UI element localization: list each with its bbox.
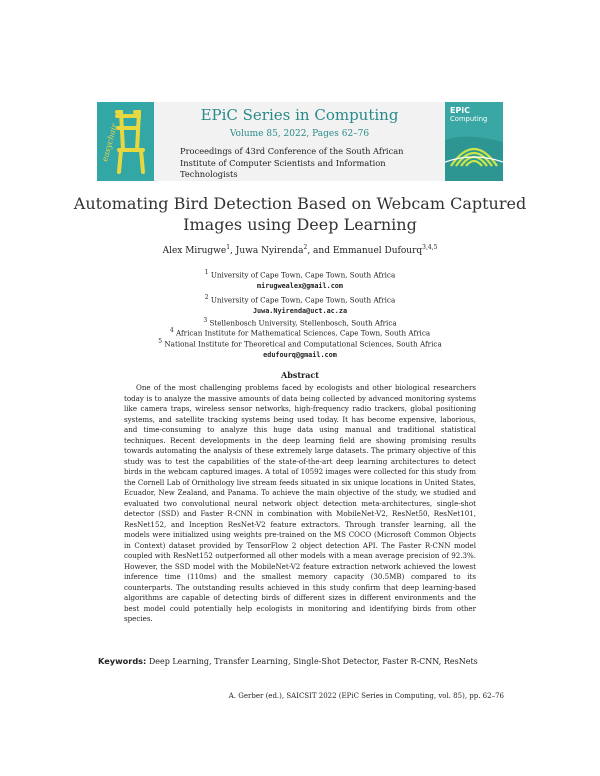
affiliation-sup: 4 [169,327,174,334]
footer-citation: A. Gerber (ed.), SAICSIT 2022 (EPiC Series in Computing, vol. 85), pp. 62–76 [228,692,504,700]
abstract-heading: Abstract [281,370,319,380]
proceedings-text: Proceedings of 43rd Conference of the South African Institute of Computer Scientists and Information Technologists [180,146,404,179]
affiliation-text: National Institute for Theoretical and Computational Sciences, South Africa [164,339,442,349]
author-name: Juwa Nyirenda [235,246,304,256]
author-sup: 1 [226,244,231,251]
easychair-logo [97,102,154,181]
author-sup: 3,4,5 [422,244,438,251]
svg-text:easychair: easychair [100,122,120,163]
author-name: Emmanuel Dufourq [332,246,423,256]
volume-line: Volume 85, 2022, Pages 62–76 [229,129,370,139]
affiliation-text: University of Cape Town, Cape Town, South Africa [210,270,396,280]
author-list [60,244,540,256]
author-email: edufourq@gmail.com [263,351,337,359]
author-name: Alex Mirugwe [162,246,227,256]
affiliation [60,293,540,305]
paper-title: Automating Bird Detection Based on Webcam Captured Images using Deep Learning [73,194,527,234]
series-title: EPiC Series in Computing [200,106,399,124]
affiliation [60,268,540,280]
author-separator: , [230,246,236,256]
author-sup: 2 [303,244,308,251]
author-email: Juwa.Nyirenda@uct.ac.za [252,307,348,315]
affiliation-text: University of Cape Town, Cape Town, South Africa [210,295,396,305]
affiliation-sup: 5 [158,338,163,345]
keywords-label: Keywords: [98,656,147,666]
affiliation-sup: 2 [204,294,209,301]
affiliation-sup: 3 [203,317,208,324]
keywords-list: Deep Learning, Transfer Learning, Single-Shot Detector, Faster R-CNN, ResNets [148,657,478,666]
epic-logo-sublabel: Computing [450,115,488,123]
affiliation-text: African Institute for Mathematical Sciences, Cape Town, South Africa [175,328,431,338]
abstract-body: One of the most challenging problems faced by ecologists and other biological researchers today is to analyze the massive amounts of data being collected by advanced monitoring systems like camera traps, wireless sensor networks, high-frequency radio trackers, global positioning systems, and satellite tracking systems being used today. It has become expensive, laborious, and time-consuming to analyze this huge data using manual and traditional statistical techniques. Recent developments in the deep learning field are showing promising results towards automating the analysis of these extremely large datasets. The primary objective of this study was to test the capabilities of the state-of-the-art deep learning architectures to detect birds in the webcam captured images. A total of 10592 images were collected for this study from the Cornell Lab of Ornithology live stream feeds situated in six unique locations in United States, Ecuador, New Zealand, and Panama. To achieve the main objective of the study, we studied and evaluated two convolutional neural network object detection meta-architectures, single-shot detector (SSD) and Faster R-CNN in combination with MobileNet-V2, ResNet50, ResNet101, ResNet152, and Inception ResNet-V2 feature extractors. Through transfer learning, all the models were initialized using weights pre-trained on the MS COCO (Microsoft Common Objects in Context) dataset provided by TensorFlow 2 object detection API. The Faster R-CNN model coupled with ResNet152 outperformed all other models with a mean average precision of 92.3%. However, the SSD model with the MobileNet-V2 feature extraction network achieved the lowest inference time (110ms) and the smallest memory capacity (30.5MB) compared to its counterparts. The outstanding results achieved in this study confirm that deep learning-based algorithms are capable of detecting birds of different sizes in different environments and the best model could potentially help ecologists in monitoring and identifying birds from other species. [124,383,476,623]
chair-icon [97,102,154,181]
affiliation-sup: 1 [204,269,209,276]
keywords [98,656,503,668]
author-email: mirugwealex@gmail.com [257,282,343,290]
affiliation [60,337,540,349]
epic-logo-label: EPiC [450,106,470,115]
affiliation-text: Stellenbosch University, Stellenbosch, South Africa [209,318,397,328]
author-separator: , and [307,246,333,256]
